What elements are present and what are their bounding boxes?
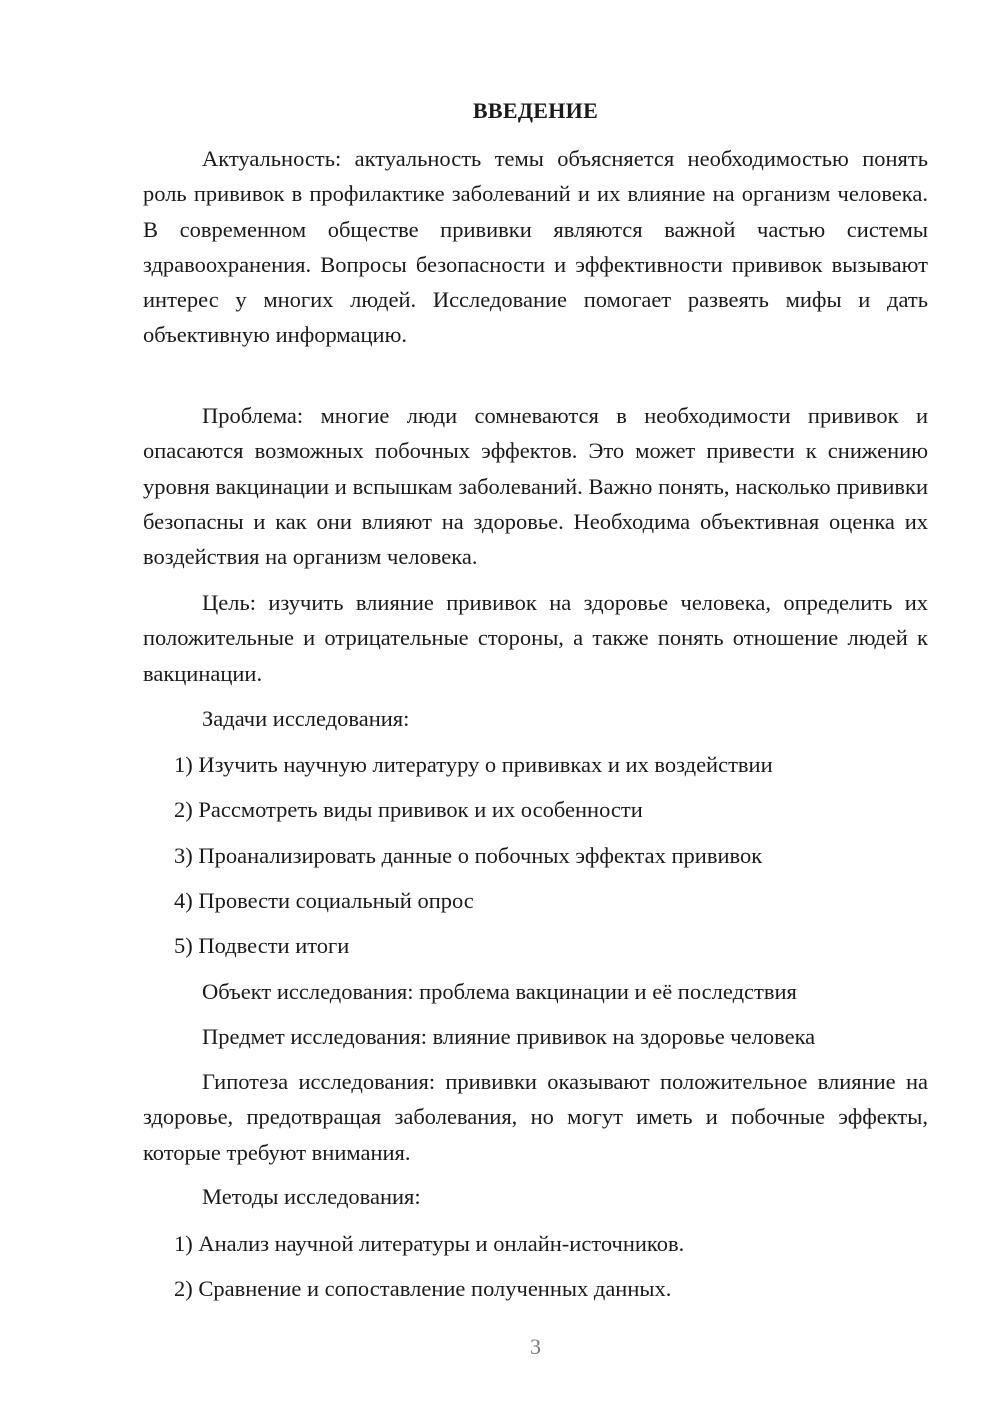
page-title: ВВЕДЕНИЕ <box>472 98 599 123</box>
paragraph-relevance: Актуальность: актуальность темы объясняется необходимостью понять роль прививок в профилактике заболеваний и их влияние на организм человека. В современном обществе прививки являются важной частью системы здравоохранения. Вопросы безопасности и эффективности прививок вызывают интерес у многих людей. Исследование помогает развеять мифы и дать объективную информацию. <box>143 146 928 348</box>
method-item-1: 1) Анализ научной литературы и онлайн-источников. <box>174 1231 685 1256</box>
research-object: Объект исследования: проблема вакцинации и её последствия <box>202 979 797 1004</box>
methods-title: Методы исследования: <box>202 1184 421 1209</box>
page-number: 3 <box>530 1334 541 1359</box>
task-item-5: 5) Подвести итоги <box>174 933 350 958</box>
paragraph-hypothesis: Гипотеза исследования: прививки оказывают положительное влияние на здоровье, предотвращая заболевания, но могут иметь и побочные эффекты, которые требуют внимания. <box>143 1069 928 1165</box>
tasks-title: Задачи исследования: <box>202 706 410 731</box>
task-item-4: 4) Провести социальный опрос <box>174 888 474 913</box>
method-item-2: 2) Сравнение и сопоставление полученных данных. <box>174 1276 672 1301</box>
paragraph-problem: Проблема: многие люди сомневаются в необходимости прививок и опасаются возможных побочных эффектов. Это может привести к снижению уровня вакцинации и вспышкам заболеваний. Важно понять, насколько прививки безопасны и как они влияют на здоровье. Необходима объективная оценка их воздействия на организм человека. <box>143 403 928 570</box>
task-item-3: 3) Проанализировать данные о побочных эффектах прививок <box>174 843 763 868</box>
document-page <box>143 0 928 1414</box>
paragraph-goal: Цель: изучить влияние прививок на здоровье человека, определить их положительные и отрицательные стороны, а также понять отношение людей к вакцинации. <box>143 590 928 686</box>
task-item-1: 1) Изучить научную литературу о прививках и их воздействии <box>174 752 773 777</box>
task-item-2: 2) Рассмотреть виды прививок и их особенности <box>174 797 643 822</box>
research-subject: Предмет исследования: влияние прививок на здоровье человека <box>202 1024 816 1049</box>
